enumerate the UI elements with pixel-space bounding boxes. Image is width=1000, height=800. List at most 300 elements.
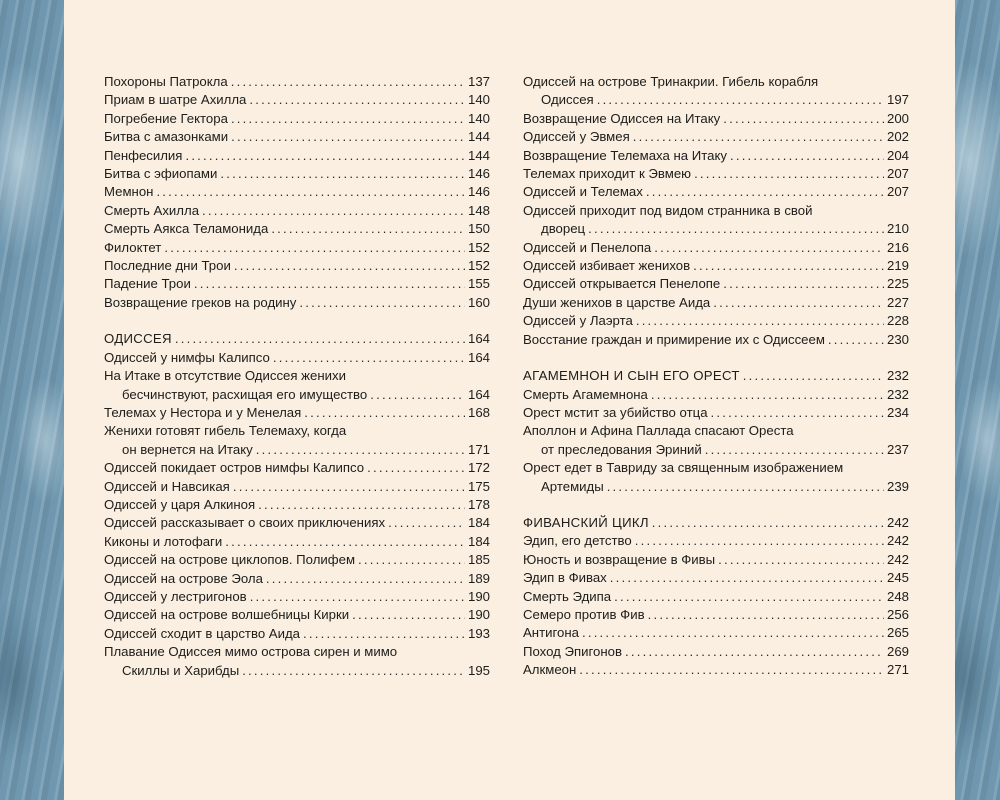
toc-entry [104, 257, 490, 275]
toc-entry-title: Эдип в Фивах [523, 570, 607, 586]
toc-entry-last-line [523, 220, 909, 238]
toc-entry [523, 165, 909, 183]
toc-entry-continuation: Одиссея [541, 92, 594, 108]
toc-entry [104, 643, 490, 680]
dot-leader [730, 147, 884, 165]
toc-entry-title: Одиссей у лестригонов [104, 588, 247, 604]
dot-leader [256, 441, 465, 459]
toc-page-number: 144 [467, 147, 490, 163]
toc-entry [523, 312, 909, 330]
toc-entry [104, 625, 490, 643]
toc-entry-title: Семеро против Фив [523, 606, 645, 622]
toc-entry-line [523, 643, 909, 661]
toc-entry-title: Юность и возвращение в Фивы [523, 551, 716, 567]
toc-entry-line [523, 606, 909, 624]
toc-entry [104, 459, 490, 477]
toc-entry-title: Телемах у Нестора и у Менелая [104, 404, 302, 420]
toc-page-number: 146 [467, 166, 490, 182]
dot-leader [367, 459, 465, 477]
toc-entry-line [104, 533, 490, 551]
toc-entry-title: Пенфесилия [104, 147, 183, 163]
toc-entry-first-line [523, 422, 909, 440]
toc-entry-title: Одиссей сходит в царство Аида [104, 625, 301, 641]
toc-entry [523, 239, 909, 257]
toc-entry-continuation: Артемиды [541, 478, 604, 494]
toc-page-number: 232 [886, 386, 909, 402]
toc-entry-title: Антигона [523, 625, 579, 641]
toc-entry [523, 588, 909, 606]
toc-page-number: 185 [467, 552, 490, 568]
dot-leader [614, 588, 884, 606]
toc-entry-line [523, 331, 909, 349]
dot-leader [607, 478, 884, 496]
toc-entry-title: Киконы и лотофаги [104, 533, 223, 549]
toc-entry [104, 239, 490, 257]
toc-page-number: 175 [467, 478, 490, 494]
toc-page-number: 230 [886, 331, 909, 347]
toc-entry [523, 606, 909, 624]
dot-leader [610, 569, 884, 587]
toc-entry-title: Женихи готовят гибель Телемаху, когда [104, 423, 347, 439]
toc-entry-line [523, 532, 909, 550]
toc-page-number: 155 [467, 276, 490, 292]
toc-entry [523, 532, 909, 550]
toc-page-number: 216 [886, 239, 909, 255]
toc-entry-line [523, 165, 909, 183]
toc-entry-first-line [523, 459, 909, 477]
toc-page-number: 195 [467, 662, 490, 678]
toc-entry-line [104, 239, 490, 257]
toc-entry [104, 128, 490, 146]
dot-leader [156, 183, 465, 201]
toc-entry-title: Возвращение Телемаха на Итаку [523, 147, 727, 163]
toc-entry [104, 367, 490, 404]
toc-entry-title: Одиссей приходит под видом странника в свой [523, 202, 813, 218]
dot-leader [579, 661, 884, 679]
toc-entry-line [523, 624, 909, 642]
toc-entry-title: Одиссей у Лаэрта [523, 313, 633, 329]
toc-entry-line [104, 183, 490, 201]
toc-entry-title: Алкмеон [523, 662, 577, 678]
toc-page-number: 140 [467, 92, 490, 108]
toc-entry-first-line [104, 643, 490, 661]
toc-page-number: 204 [886, 147, 909, 163]
dot-leader [266, 570, 465, 588]
toc-entry [104, 275, 490, 293]
toc-entry-continuation: Скиллы и Харибды [122, 662, 240, 678]
toc-page-number: 248 [886, 588, 909, 604]
toc-page-number: 207 [886, 184, 909, 200]
dot-leader [582, 624, 884, 642]
toc-entry-line [523, 661, 909, 679]
toc-page-number: 178 [467, 496, 490, 512]
toc-page-number: 227 [886, 294, 909, 310]
toc-entry [523, 275, 909, 293]
toc-entry-line [104, 165, 490, 183]
toc-page-number: 202 [886, 129, 909, 145]
dot-leader [370, 386, 465, 404]
dot-leader [743, 367, 884, 385]
toc-entry [104, 165, 490, 183]
toc-entry [104, 570, 490, 588]
toc-page-number: 184 [467, 533, 490, 549]
dot-leader [273, 349, 465, 367]
toc-entry-line [523, 569, 909, 587]
dot-leader [202, 202, 465, 220]
toc-entry-line [104, 404, 490, 422]
toc-entry-line [104, 349, 490, 367]
toc-page-number: 164 [467, 331, 490, 347]
left-decorative-border [0, 0, 64, 800]
dot-leader [713, 294, 884, 312]
toc-entry-title: Мемнон [104, 184, 154, 200]
toc-entry-title: Эдип, его детство [523, 533, 632, 549]
toc-entry [523, 128, 909, 146]
toc-entry [104, 73, 490, 91]
toc-page-number: 239 [886, 478, 909, 494]
toc-entry-title: Души женихов в царстве Аида [523, 294, 711, 310]
toc-entry-title: Одиссей у нимфы Калипсо [104, 349, 270, 365]
toc-page-number: 171 [467, 441, 490, 457]
dot-leader [358, 551, 465, 569]
toc-entry-title: Филоктет [104, 239, 162, 255]
toc-entry-line [104, 459, 490, 477]
toc-entry [104, 606, 490, 624]
toc-page-number: 210 [886, 221, 909, 237]
toc-entry-title: Одиссей и Телемах [523, 184, 643, 200]
toc-entry [104, 183, 490, 201]
dot-leader [711, 404, 884, 422]
toc-entry-line [523, 386, 909, 404]
toc-entry-title: Смерть Эдипа [523, 588, 612, 604]
toc-entry-line [523, 239, 909, 257]
toc-page-number: 245 [886, 570, 909, 586]
toc-page-number: 237 [886, 441, 909, 457]
toc-entry-last-line [523, 91, 909, 109]
dot-leader [231, 128, 465, 146]
toc-page-number: 152 [467, 258, 490, 274]
toc-entry-title: Плавание Одиссея мимо острова сирен и мимо [104, 644, 398, 660]
toc-entry-title: Возвращение греков на родину [104, 294, 297, 310]
toc-page-number: 190 [467, 588, 490, 604]
toc-page-number: 190 [467, 607, 490, 623]
toc-entry-title: Орест едет в Тавриду за священным изображением [523, 460, 844, 476]
toc-entry-line [523, 367, 909, 385]
toc-entry-line [104, 91, 490, 109]
toc-entry [523, 73, 909, 110]
toc-entry [523, 202, 909, 239]
toc-entry-title: Падение Трои [104, 276, 191, 292]
toc-entry-title: Смерть Аякса Теламонида [104, 221, 269, 237]
dot-leader [185, 147, 465, 165]
toc-entry-line [104, 606, 490, 624]
toc-entry-line [104, 514, 490, 532]
toc-entry [104, 404, 490, 422]
toc-page-number: 172 [467, 460, 490, 476]
toc-entry [104, 551, 490, 569]
toc-page-number: 225 [886, 276, 909, 292]
toc-entry-title: Смерть Агамемнона [523, 386, 648, 402]
dot-leader [723, 275, 884, 293]
toc-entry-line [523, 551, 909, 569]
toc-entry [523, 331, 909, 349]
toc-entry-title: Одиссей у царя Алкиноя [104, 496, 256, 512]
toc-entry-title: Телемах приходит к Эвмею [523, 166, 692, 182]
dot-leader [648, 606, 884, 624]
dot-leader [705, 441, 884, 459]
toc-entry-line [523, 110, 909, 128]
toc-page-number: 242 [886, 514, 909, 530]
toc-page-number: 146 [467, 184, 490, 200]
toc-entry-line [523, 128, 909, 146]
toc-entry-title: Битва с эфиопами [104, 166, 218, 182]
dot-leader [388, 514, 465, 532]
toc-entry-line [104, 330, 490, 348]
toc-entry [523, 661, 909, 679]
dot-leader [231, 110, 465, 128]
toc-page-number: 234 [886, 404, 909, 420]
dot-leader [352, 606, 465, 624]
toc-entry-line [104, 275, 490, 293]
toc-section-heading [523, 514, 909, 532]
toc-entry-title: Одиссей и Навсикая [104, 478, 230, 494]
toc-entry [523, 624, 909, 642]
toc-entry-line [104, 551, 490, 569]
toc-entry-line [104, 625, 490, 643]
toc-page-number: 193 [467, 625, 490, 641]
toc-entry [104, 202, 490, 220]
toc-page-number: 164 [467, 386, 490, 402]
toc-entry-title: Возвращение Одиссея на Итаку [523, 110, 721, 126]
toc-entry-title: Одиссей на острове Эола [104, 570, 263, 586]
dot-leader [828, 331, 884, 349]
toc-entry [523, 110, 909, 128]
toc-page-number: 137 [467, 74, 490, 89]
toc-entry [523, 551, 909, 569]
toc-entry-title: Приам в шатре Ахилла [104, 92, 247, 108]
toc-page-number: 197 [886, 92, 909, 108]
toc-entry-line [104, 128, 490, 146]
toc-entry [104, 533, 490, 551]
toc-entry [104, 91, 490, 109]
toc-entry-line [523, 514, 909, 532]
dot-leader [646, 183, 884, 201]
toc-section-title: АГАМЕМНОН И СЫН ЕГО ОРЕСТ [523, 368, 740, 384]
toc-entry-title: Одиссей открывается Пенелопе [523, 276, 721, 292]
toc-entry-line [523, 588, 909, 606]
toc-entry [104, 349, 490, 367]
section-spacer [523, 349, 909, 367]
toc-page [64, 0, 955, 800]
toc-page-number: 200 [886, 110, 909, 126]
toc-page-number: 256 [886, 606, 909, 622]
dot-leader [175, 330, 465, 348]
toc-entry-title: Смерть Ахилла [104, 202, 200, 218]
toc-entry [104, 422, 490, 459]
dot-leader [636, 312, 884, 330]
toc-entry-continuation: от преследования Эриний [541, 441, 702, 457]
toc-entry-title: Поход Эпигонов [523, 643, 622, 659]
toc-entry-title: Погребение Гектора [104, 110, 228, 126]
dot-leader [299, 294, 465, 312]
dot-leader [231, 73, 465, 91]
dot-leader [652, 514, 884, 532]
toc-page-number: 265 [886, 625, 909, 641]
toc-entry [104, 294, 490, 312]
dot-leader [220, 165, 465, 183]
toc-page-number: 148 [467, 202, 490, 218]
toc-entry-last-line [104, 662, 490, 680]
toc-page-number: 269 [886, 643, 909, 659]
toc-page-number: 207 [886, 166, 909, 182]
toc-entry-title: Одиссей у Эвмея [523, 129, 630, 145]
toc-entry-last-line [523, 478, 909, 496]
toc-entry [523, 569, 909, 587]
toc-entry-line [104, 147, 490, 165]
toc-entry-line [104, 496, 490, 514]
dot-leader [225, 533, 465, 551]
dot-leader [635, 532, 884, 550]
toc-entry [523, 183, 909, 201]
toc-entry-title: Похороны Патрокла [104, 74, 228, 89]
toc-entry [523, 643, 909, 661]
toc-page-number: 184 [467, 515, 490, 531]
dot-leader [233, 478, 465, 496]
toc-entry-title: Битва с амазонками [104, 129, 229, 145]
toc-entry [523, 294, 909, 312]
toc-entry-line [104, 202, 490, 220]
toc-entry-title: Последние дни Трои [104, 258, 231, 274]
toc-page-number: 232 [886, 368, 909, 384]
toc-page-number: 160 [467, 294, 490, 310]
toc-entry-first-line [523, 202, 909, 220]
dot-leader [693, 257, 884, 275]
toc-entry [104, 220, 490, 238]
dot-leader [597, 91, 884, 109]
toc-page-number: 164 [467, 349, 490, 365]
toc-entry-title: Одиссей и Пенелопа [523, 239, 652, 255]
toc-page-number: 150 [467, 221, 490, 237]
toc-entry-title: Одиссей избивает женихов [523, 258, 691, 274]
toc-entry-first-line [523, 73, 909, 91]
toc-entry-title: Одиссей на острове циклопов. Полифем [104, 552, 356, 568]
toc-entry [104, 514, 490, 532]
toc-page-number: 242 [886, 551, 909, 567]
toc-entry-title: Одиссей на острове Тринакрии. Гибель корабля [523, 74, 819, 89]
dot-leader [723, 110, 884, 128]
toc-entry [523, 386, 909, 404]
dot-leader [304, 404, 465, 422]
toc-entry-title: Орест мстит за убийство отца [523, 404, 708, 420]
toc-section-heading [523, 367, 909, 385]
toc-entry-line [523, 294, 909, 312]
toc-entry-last-line [104, 386, 490, 404]
toc-entry [523, 422, 909, 459]
toc-entry-last-line [523, 441, 909, 459]
toc-entry-line [104, 588, 490, 606]
dot-leader [271, 220, 465, 238]
toc-entry-first-line [104, 367, 490, 385]
toc-entry-line [523, 404, 909, 422]
toc-entry [104, 147, 490, 165]
dot-leader [303, 625, 465, 643]
toc-entry [104, 496, 490, 514]
toc-section-title: ФИВАНСКИЙ ЦИКЛ [523, 514, 649, 530]
toc-entry-title: Одиссей рассказывает о своих приключениях [104, 515, 386, 531]
toc-entry [104, 478, 490, 496]
toc-entry-line [104, 257, 490, 275]
dot-leader [694, 165, 884, 183]
toc-left-column [104, 73, 490, 680]
dot-leader [633, 128, 884, 146]
toc-entry-continuation: бесчинствуют, расхищая его имущество [122, 386, 368, 402]
toc-entry-title: Восстание граждан и примирение их с Одиссеем [523, 331, 825, 347]
toc-entry-line [104, 73, 490, 91]
toc-page-number: 242 [886, 533, 909, 549]
dot-leader [250, 588, 465, 606]
dot-leader [651, 386, 884, 404]
dot-leader [588, 220, 884, 238]
toc-entry [523, 257, 909, 275]
toc-section-title: ОДИССЕЯ [104, 331, 172, 347]
dot-leader [718, 551, 884, 569]
dot-leader [625, 643, 884, 661]
toc-entry-line [104, 294, 490, 312]
toc-entry-title: Аполлон и Афина Паллада спасают Ореста [523, 423, 794, 439]
toc-entry-line [104, 478, 490, 496]
toc-page-number: 168 [467, 404, 490, 420]
toc-entry [523, 147, 909, 165]
toc-entry-title: Одиссей покидает остров нимфы Калипсо [104, 460, 365, 476]
dot-leader [164, 239, 465, 257]
toc-entry-title: Одиссей на острове волшебницы Кирки [104, 607, 350, 623]
right-decorative-border [955, 0, 1000, 800]
toc-entry-line [104, 110, 490, 128]
toc-page-number: 219 [886, 258, 909, 274]
toc-entry [104, 110, 490, 128]
toc-page-number: 271 [886, 662, 909, 678]
toc-page-number: 152 [467, 239, 490, 255]
toc-entry [104, 588, 490, 606]
toc-entry-first-line [104, 422, 490, 440]
toc-entry-continuation: дворец [541, 221, 586, 237]
dot-leader [234, 257, 465, 275]
toc-entry-line [523, 275, 909, 293]
dot-leader [249, 91, 465, 109]
toc-entry [523, 459, 909, 496]
dot-leader [194, 275, 465, 293]
dot-leader [242, 662, 465, 680]
toc-entry [523, 404, 909, 422]
toc-entry-title: На Итаке в отсутствие Одиссея женихи [104, 368, 346, 384]
toc-entry-line [523, 312, 909, 330]
section-spacer [523, 496, 909, 514]
toc-right-column [523, 73, 909, 680]
toc-entry-last-line [104, 441, 490, 459]
toc-entry-line [104, 570, 490, 588]
toc-entry-line [523, 147, 909, 165]
section-spacer [104, 312, 490, 330]
toc-entry-continuation: он вернется на Итаку [122, 441, 253, 457]
toc-entry-line [523, 257, 909, 275]
toc-entry-line [104, 220, 490, 238]
toc-entry-line [523, 183, 909, 201]
toc-section-heading [104, 330, 490, 348]
toc-page-number: 189 [467, 570, 490, 586]
toc-page-number: 144 [467, 129, 490, 145]
dot-leader [258, 496, 465, 514]
toc-page-number: 228 [886, 313, 909, 329]
